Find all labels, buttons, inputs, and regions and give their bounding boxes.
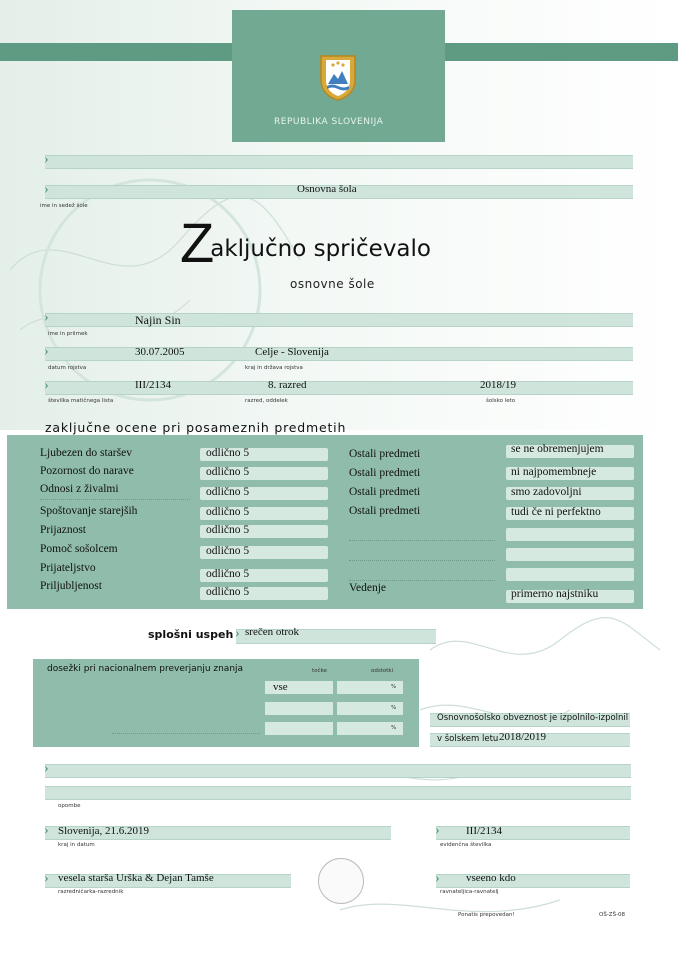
npz-row-value: vse bbox=[273, 681, 288, 693]
evidence-label: evidenčna številka bbox=[440, 842, 492, 848]
percent-sign: % bbox=[391, 684, 397, 690]
school-year: 2018/19 bbox=[480, 379, 517, 391]
grade-cell bbox=[506, 568, 634, 581]
conduct-value: primerno najstniku bbox=[511, 588, 599, 600]
subject-name: Prijateljstvo bbox=[40, 562, 96, 574]
subject-name: Spoštovanje starejših bbox=[40, 505, 138, 517]
birth-field bbox=[45, 347, 633, 361]
evidence-number: III/2134 bbox=[466, 825, 503, 837]
subject-name: Priljubljenost bbox=[40, 580, 102, 592]
npz-points-header: točke bbox=[312, 668, 327, 674]
grade-cell bbox=[506, 548, 634, 561]
birth-date-label: datum rojstva bbox=[48, 365, 87, 371]
npz-points-cell bbox=[265, 702, 333, 715]
remarks-line-1 bbox=[45, 764, 631, 778]
register-field bbox=[45, 381, 633, 395]
teacher-label: razredničarka-razrednik bbox=[58, 889, 124, 895]
grade-cell bbox=[506, 528, 634, 541]
subject-name: Ostali predmeti bbox=[349, 486, 421, 498]
grade-value: ni najpomembneje bbox=[511, 466, 597, 478]
school-line-1 bbox=[45, 155, 633, 169]
grade-value: tudi če ni perfektno bbox=[511, 506, 601, 518]
student-name: Najin Sin bbox=[135, 313, 181, 327]
subject-name: Ostali predmeti bbox=[349, 467, 421, 479]
birth-place: Celje - Slovenija bbox=[255, 346, 329, 358]
conduct-label: Vedenje bbox=[349, 582, 387, 594]
grade-value: se ne obremenjujem bbox=[511, 443, 604, 455]
register-number: III/2134 bbox=[135, 379, 172, 391]
document-title bbox=[180, 211, 435, 274]
coat-of-arms-icon bbox=[318, 52, 358, 102]
grade-value: odlično 5 bbox=[206, 545, 250, 557]
school-label: ime in sedež šole bbox=[40, 203, 88, 209]
form-code: OŠ-ZŠ-08 bbox=[599, 912, 626, 918]
npz-points-cell bbox=[265, 722, 333, 735]
name-label: ime in priimek bbox=[48, 331, 88, 337]
title-rest: aključno spričevalo bbox=[210, 236, 431, 262]
compulsory-text: Osnovnošolsko obveznost je izpolnilo-izpolnil bbox=[437, 713, 629, 723]
compulsory-year: 2018/2019 bbox=[499, 731, 547, 743]
grade-value: odlično 5 bbox=[206, 447, 250, 459]
grade-value: odlično 5 bbox=[206, 486, 250, 498]
dotted-line bbox=[349, 560, 495, 561]
percent-sign: % bbox=[391, 705, 397, 711]
birth-date: 30.07.2005 bbox=[135, 346, 185, 358]
title-initial: Z bbox=[180, 211, 215, 274]
country-name: REPUBLIKA SLOVENIJA bbox=[274, 117, 384, 127]
subject-name: Ostali predmeti bbox=[349, 505, 421, 517]
class-value: 8. razred bbox=[268, 379, 307, 391]
grade-value: odlično 5 bbox=[206, 524, 250, 536]
place-date: Slovenija, 21.6.2019 bbox=[58, 825, 150, 837]
principal-name: vseeno kdo bbox=[466, 872, 516, 884]
dotted-line bbox=[349, 540, 495, 541]
grade-value: odlično 5 bbox=[206, 586, 250, 598]
compulsory-year-label: v šolskem letu bbox=[437, 734, 499, 744]
grades-heading: zaključne ocene pri posameznih predmetih bbox=[45, 420, 347, 435]
npz-percent-header: odstotki bbox=[371, 668, 394, 674]
dotted-line bbox=[349, 580, 495, 581]
name-field bbox=[45, 313, 633, 327]
dotted-line bbox=[112, 733, 260, 734]
remarks-label: opombe bbox=[58, 803, 81, 809]
reprint-forbidden: Ponatis prepovedan! bbox=[458, 912, 515, 918]
grade-value: odlično 5 bbox=[206, 506, 250, 518]
subject-name: Pozornost do narave bbox=[40, 465, 134, 477]
percent-sign: % bbox=[391, 725, 397, 731]
grades-panel bbox=[7, 435, 643, 609]
subject-name: Odnosi z živalmi bbox=[40, 483, 119, 495]
general-success-value: srečen otrok bbox=[245, 626, 300, 638]
grade-value: odlično 5 bbox=[206, 568, 250, 580]
remarks-line-2 bbox=[45, 786, 631, 800]
school-name: Osnovna šola bbox=[297, 183, 357, 195]
subject-name: Pomoč sošolcem bbox=[40, 543, 118, 555]
teacher-name: vesela starša Urška & Dejan Tamše bbox=[58, 872, 214, 884]
subject-name: Ljubezen do staršev bbox=[40, 447, 132, 459]
place-date-label: kraj in datum bbox=[58, 842, 95, 848]
birth-place-label: kraj in država rojstva bbox=[245, 365, 303, 371]
subject-name: Prijaznost bbox=[40, 524, 86, 536]
stamp-circle bbox=[318, 858, 364, 904]
principal-label: ravnateljica-ravnatelj bbox=[440, 889, 499, 895]
register-label: številka matičnega lista bbox=[48, 398, 114, 404]
dotted-line bbox=[40, 499, 190, 500]
npz-label: dosežki pri nacionalnem preverjanju znanja bbox=[47, 664, 244, 674]
grade-value: smo zadovoljni bbox=[511, 486, 582, 498]
subject-name: Ostali predmeti bbox=[349, 448, 421, 460]
class-label: razred, oddelek bbox=[245, 398, 288, 404]
grade-value: odlično 5 bbox=[206, 466, 250, 478]
general-success-label: splošni uspeh bbox=[148, 628, 234, 641]
title-subtitle: osnovne šole bbox=[290, 277, 375, 291]
school-year-label: šolsko leto bbox=[486, 398, 516, 404]
